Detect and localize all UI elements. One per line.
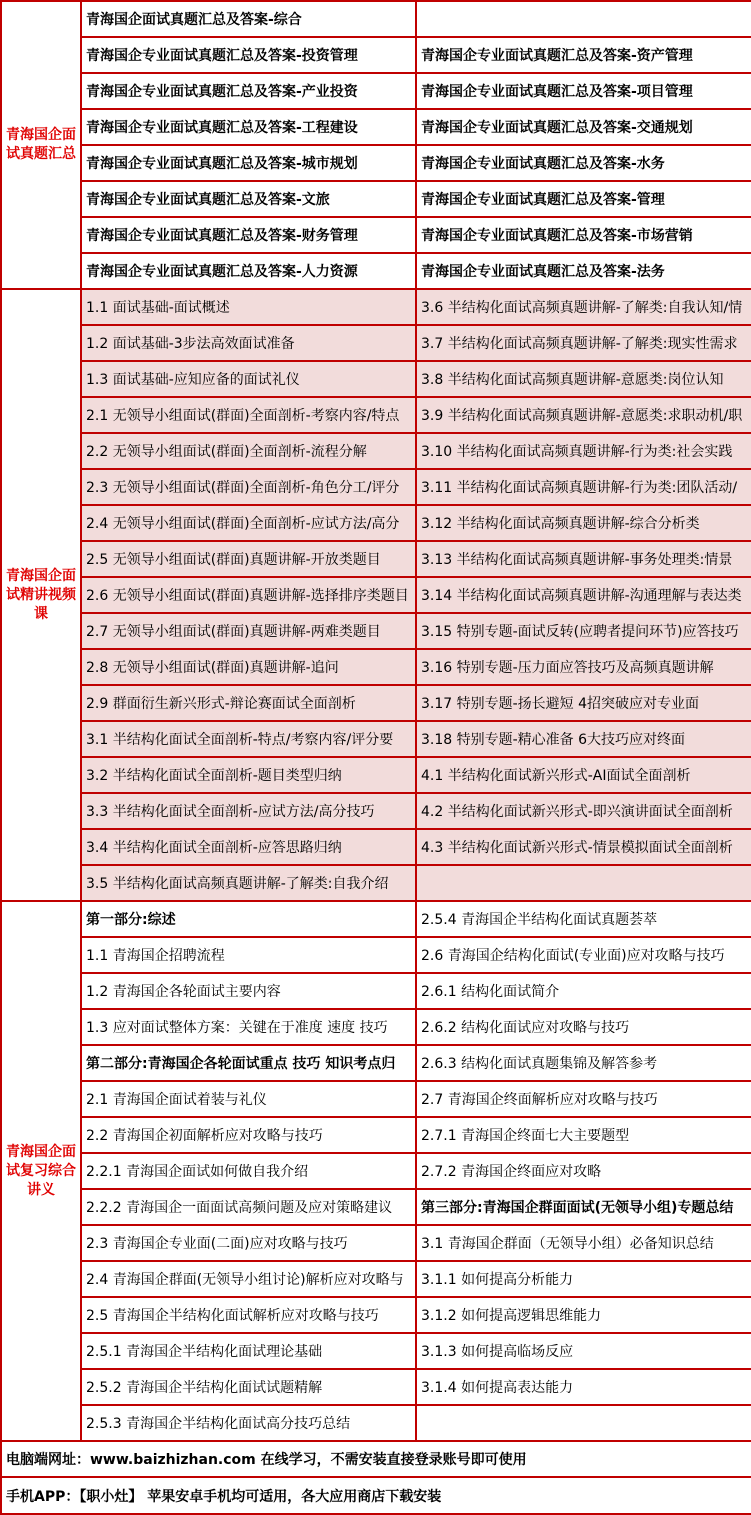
table-row bbox=[1, 397, 751, 433]
course-link[interactable]: 2.6 青海国企结构化面试(专业面)应对攻略与技巧 bbox=[416, 937, 751, 973]
table-row bbox=[1, 1, 751, 37]
course-link[interactable]: 2.7.2 青海国企终面应对攻略 bbox=[416, 1153, 751, 1189]
course-link[interactable]: 2.6.2 结构化面试应对攻略与技巧 bbox=[416, 1009, 751, 1045]
course-link[interactable]: 3.17 特别专题-扬长避短 4招突破应对专业面 bbox=[416, 685, 751, 721]
course-link[interactable]: 2.6 无领导小组面试(群面)真题讲解-选择排序类题目 bbox=[81, 577, 416, 613]
course-link[interactable]: 2.7 无领导小组面试(群面)真题讲解-两难类题目 bbox=[81, 613, 416, 649]
course-link[interactable]: 3.1.1 如何提高分析能力 bbox=[416, 1261, 751, 1297]
course-link[interactable]: 2.6.3 结构化面试真题集锦及解答参考 bbox=[416, 1045, 751, 1081]
course-link[interactable]: 2.1 无领导小组面试(群面)全面剖析-考察内容/特点 bbox=[81, 397, 416, 433]
course-link[interactable]: 3.1.2 如何提高逻辑思维能力 bbox=[416, 1297, 751, 1333]
course-link[interactable]: 3.1 半结构化面试全面剖析-特点/考察内容/评分要 bbox=[81, 721, 416, 757]
course-link[interactable]: 青海国企专业面试真题汇总及答案-人力资源 bbox=[81, 253, 416, 289]
table-row bbox=[1, 721, 751, 757]
table-row bbox=[1, 1009, 751, 1045]
course-link[interactable]: 3.6 半结构化面试高频真题讲解-了解类:自我认知/情 bbox=[416, 289, 751, 325]
section-video-course bbox=[1, 289, 751, 901]
table-row bbox=[1, 325, 751, 361]
course-link[interactable]: 2.7 青海国企终面解析应对攻略与技巧 bbox=[416, 1081, 751, 1117]
section-title: 青海国企面试真题汇总 bbox=[1, 1, 81, 289]
table-row bbox=[1, 469, 751, 505]
course-link[interactable]: 青海国企专业面试真题汇总及答案-产业投资 bbox=[81, 73, 416, 109]
section-review-handout bbox=[1, 901, 751, 1441]
table-row bbox=[1, 145, 751, 181]
course-link[interactable]: 2.2 无领导小组面试(群面)全面剖析-流程分解 bbox=[81, 433, 416, 469]
course-link[interactable]: 2.5.3 青海国企半结构化面试高分技巧总结 bbox=[81, 1405, 416, 1441]
table-row bbox=[1, 1333, 751, 1369]
course-link[interactable]: 1.1 青海国企招聘流程 bbox=[81, 937, 416, 973]
table-row bbox=[1, 505, 751, 541]
course-link[interactable]: 2.2.1 青海国企面试如何做自我介绍 bbox=[81, 1153, 416, 1189]
table-row bbox=[1, 685, 751, 721]
course-link[interactable]: 青海国企专业面试真题汇总及答案-市场营销 bbox=[416, 217, 751, 253]
course-link[interactable]: 3.1 青海国企群面（无领导小组）必备知识总结 bbox=[416, 1225, 751, 1261]
course-link[interactable]: 第三部分:青海国企群面面试(无领导小组)专题总结 bbox=[416, 1189, 751, 1225]
table-row bbox=[1, 109, 751, 145]
footer-app: 手机APP：【职小灶】 苹果安卓手机均可适用，各大应用商店下载安装 bbox=[1, 1477, 751, 1514]
course-link[interactable]: 2.5.4 青海国企半结构化面试真题荟萃 bbox=[416, 901, 751, 937]
course-link[interactable]: 3.2 半结构化面试全面剖析-题目类型归纳 bbox=[81, 757, 416, 793]
table-row bbox=[1, 829, 751, 865]
course-link[interactable]: 3.1.4 如何提高表达能力 bbox=[416, 1369, 751, 1405]
table-row bbox=[1, 937, 751, 973]
course-link[interactable]: 2.3 青海国企专业面(二面)应对攻略与技巧 bbox=[81, 1225, 416, 1261]
table-row bbox=[1, 289, 751, 325]
course-link[interactable]: 3.12 半结构化面试高频真题讲解-综合分析类 bbox=[416, 505, 751, 541]
course-link[interactable]: 青海国企面试真题汇总及答案-综合 bbox=[81, 1, 416, 37]
table-row bbox=[1, 253, 751, 289]
course-link[interactable]: 第一部分:综述 bbox=[81, 901, 416, 937]
course-link[interactable]: 3.8 半结构化面试高频真题讲解-意愿类:岗位认知 bbox=[416, 361, 751, 397]
course-link[interactable]: 青海国企专业面试真题汇总及答案-投资管理 bbox=[81, 37, 416, 73]
course-link[interactable]: 1.1 面试基础-面试概述 bbox=[81, 289, 416, 325]
table-row bbox=[1, 973, 751, 1009]
table-row bbox=[1, 1189, 751, 1225]
course-link[interactable]: 3.14 半结构化面试高频真题讲解-沟通理解与表达类 bbox=[416, 577, 751, 613]
course-link[interactable]: 2.5.2 青海国企半结构化面试试题精解 bbox=[81, 1369, 416, 1405]
table-row bbox=[1, 1297, 751, 1333]
footer bbox=[1, 1441, 751, 1514]
course-link[interactable]: 2.6.1 结构化面试简介 bbox=[416, 973, 751, 1009]
table-row bbox=[1, 1153, 751, 1189]
course-link[interactable]: 青海国企专业面试真题汇总及答案-交通规划 bbox=[416, 109, 751, 145]
course-link[interactable]: 青海国企专业面试真题汇总及答案-工程建设 bbox=[81, 109, 416, 145]
course-link[interactable]: 2.1 青海国企面试着装与礼仪 bbox=[81, 1081, 416, 1117]
course-link[interactable]: 第二部分:青海国企各轮面试重点 技巧 知识考点归 bbox=[81, 1045, 416, 1081]
course-link[interactable]: 2.4 无领导小组面试(群面)全面剖析-应试方法/高分 bbox=[81, 505, 416, 541]
course-link[interactable]: 2.9 群面衍生新兴形式-辩论赛面试全面剖析 bbox=[81, 685, 416, 721]
course-link[interactable]: 4.1 半结构化面试新兴形式-AI面试全面剖析 bbox=[416, 757, 751, 793]
course-link[interactable]: 3.4 半结构化面试全面剖析-应答思路归纳 bbox=[81, 829, 416, 865]
footer-website: 电脑端网址：www.baizhizhan.com 在线学习，不需安装直接登录账号即可使用 bbox=[1, 1441, 751, 1477]
table-row bbox=[1, 1225, 751, 1261]
course-link[interactable]: 3.18 特别专题-精心准备 6大技巧应对终面 bbox=[416, 721, 751, 757]
course-link[interactable]: 2.2 青海国企初面解析应对攻略与技巧 bbox=[81, 1117, 416, 1153]
table-row bbox=[1, 1369, 751, 1405]
course-link[interactable]: 1.3 面试基础-应知应备的面试礼仪 bbox=[81, 361, 416, 397]
course-link[interactable]: 2.4 青海国企群面(无领导小组讨论)解析应对攻略与 bbox=[81, 1261, 416, 1297]
section-title: 青海国企面试复习综合讲义 bbox=[1, 901, 81, 1441]
course-link[interactable]: 1.2 面试基础-3步法高效面试准备 bbox=[81, 325, 416, 361]
course-link[interactable]: 1.3 应对面试整体方案：关键在于准度 速度 技巧 bbox=[81, 1009, 416, 1045]
course-link[interactable]: 2.3 无领导小组面试(群面)全面剖析-角色分工/评分 bbox=[81, 469, 416, 505]
course-link[interactable]: 4.3 半结构化面试新兴形式-情景模拟面试全面剖析 bbox=[416, 829, 751, 865]
table-row bbox=[1, 1261, 751, 1297]
course-link[interactable]: 3.10 半结构化面试高频真题讲解-行为类:社会实践 bbox=[416, 433, 751, 469]
course-link[interactable]: 2.5 无领导小组面试(群面)真题讲解-开放类题目 bbox=[81, 541, 416, 577]
table-row bbox=[1, 1081, 751, 1117]
table-row bbox=[1, 37, 751, 73]
course-link[interactable]: 2.7.1 青海国企终面七大主要题型 bbox=[416, 1117, 751, 1153]
table-row bbox=[1, 541, 751, 577]
course-link[interactable]: 1.2 青海国企各轮面试主要内容 bbox=[81, 973, 416, 1009]
course-link[interactable]: 青海国企专业面试真题汇总及答案-财务管理 bbox=[81, 217, 416, 253]
course-link[interactable]: 青海国企专业面试真题汇总及答案-文旅 bbox=[81, 181, 416, 217]
course-link[interactable]: 4.2 半结构化面试新兴形式-即兴演讲面试全面剖析 bbox=[416, 793, 751, 829]
course-link[interactable]: 3.5 半结构化面试高频真题讲解-了解类:自我介绍 bbox=[81, 865, 416, 901]
course-link[interactable]: 青海国企专业面试真题汇总及答案-水务 bbox=[416, 145, 751, 181]
table-row bbox=[1, 1117, 751, 1153]
course-link[interactable]: 3.7 半结构化面试高频真题讲解-了解类:现实性需求 bbox=[416, 325, 751, 361]
course-link[interactable]: 青海国企专业面试真题汇总及答案-管理 bbox=[416, 181, 751, 217]
table-row bbox=[1, 901, 751, 937]
table-row bbox=[1, 649, 751, 685]
table-row bbox=[1, 757, 751, 793]
section-exam-questions bbox=[1, 1, 751, 289]
course-link[interactable]: 青海国企专业面试真题汇总及答案-项目管理 bbox=[416, 73, 751, 109]
course-link[interactable]: 2.2.2 青海国企一面面试高频问题及应对策略建议 bbox=[81, 1189, 416, 1225]
table-row bbox=[1, 433, 751, 469]
course-link[interactable]: 2.8 无领导小组面试(群面)真题讲解-追问 bbox=[81, 649, 416, 685]
course-link[interactable]: 3.15 特别专题-面试反转(应聘者提问环节)应答技巧 bbox=[416, 613, 751, 649]
table-row bbox=[1, 361, 751, 397]
course-link[interactable]: 3.16 特别专题-压力面应答技巧及高频真题讲解 bbox=[416, 649, 751, 685]
table-row bbox=[1, 181, 751, 217]
course-link[interactable]: 青海国企专业面试真题汇总及答案-城市规划 bbox=[81, 145, 416, 181]
course-link bbox=[416, 865, 751, 901]
table-row bbox=[1, 73, 751, 109]
course-link[interactable]: 3.1.3 如何提高临场反应 bbox=[416, 1333, 751, 1369]
course-link[interactable]: 3.3 半结构化面试全面剖析-应试方法/高分技巧 bbox=[81, 793, 416, 829]
section-title: 青海国企面试精讲视频课 bbox=[1, 289, 81, 901]
table-row bbox=[1, 1405, 751, 1441]
table-row bbox=[1, 793, 751, 829]
course-link[interactable]: 青海国企专业面试真题汇总及答案-法务 bbox=[416, 253, 751, 289]
course-link[interactable]: 青海国企专业面试真题汇总及答案-资产管理 bbox=[416, 37, 751, 73]
course-link[interactable]: 2.5.1 青海国企半结构化面试理论基础 bbox=[81, 1333, 416, 1369]
course-link[interactable]: 3.13 半结构化面试高频真题讲解-事务处理类:情景 bbox=[416, 541, 751, 577]
table-row bbox=[1, 865, 751, 901]
course-link[interactable]: 2.5 青海国企半结构化面试解析应对攻略与技巧 bbox=[81, 1297, 416, 1333]
table-row bbox=[1, 613, 751, 649]
table-row bbox=[1, 1045, 751, 1081]
course-link bbox=[416, 1405, 751, 1441]
table-row bbox=[1, 577, 751, 613]
course-link[interactable]: 3.9 半结构化面试高频真题讲解-意愿类:求职动机/职 bbox=[416, 397, 751, 433]
table-row bbox=[1, 217, 751, 253]
course-link bbox=[416, 1, 751, 37]
course-link[interactable]: 3.11 半结构化面试高频真题讲解-行为类:团队活动/ bbox=[416, 469, 751, 505]
